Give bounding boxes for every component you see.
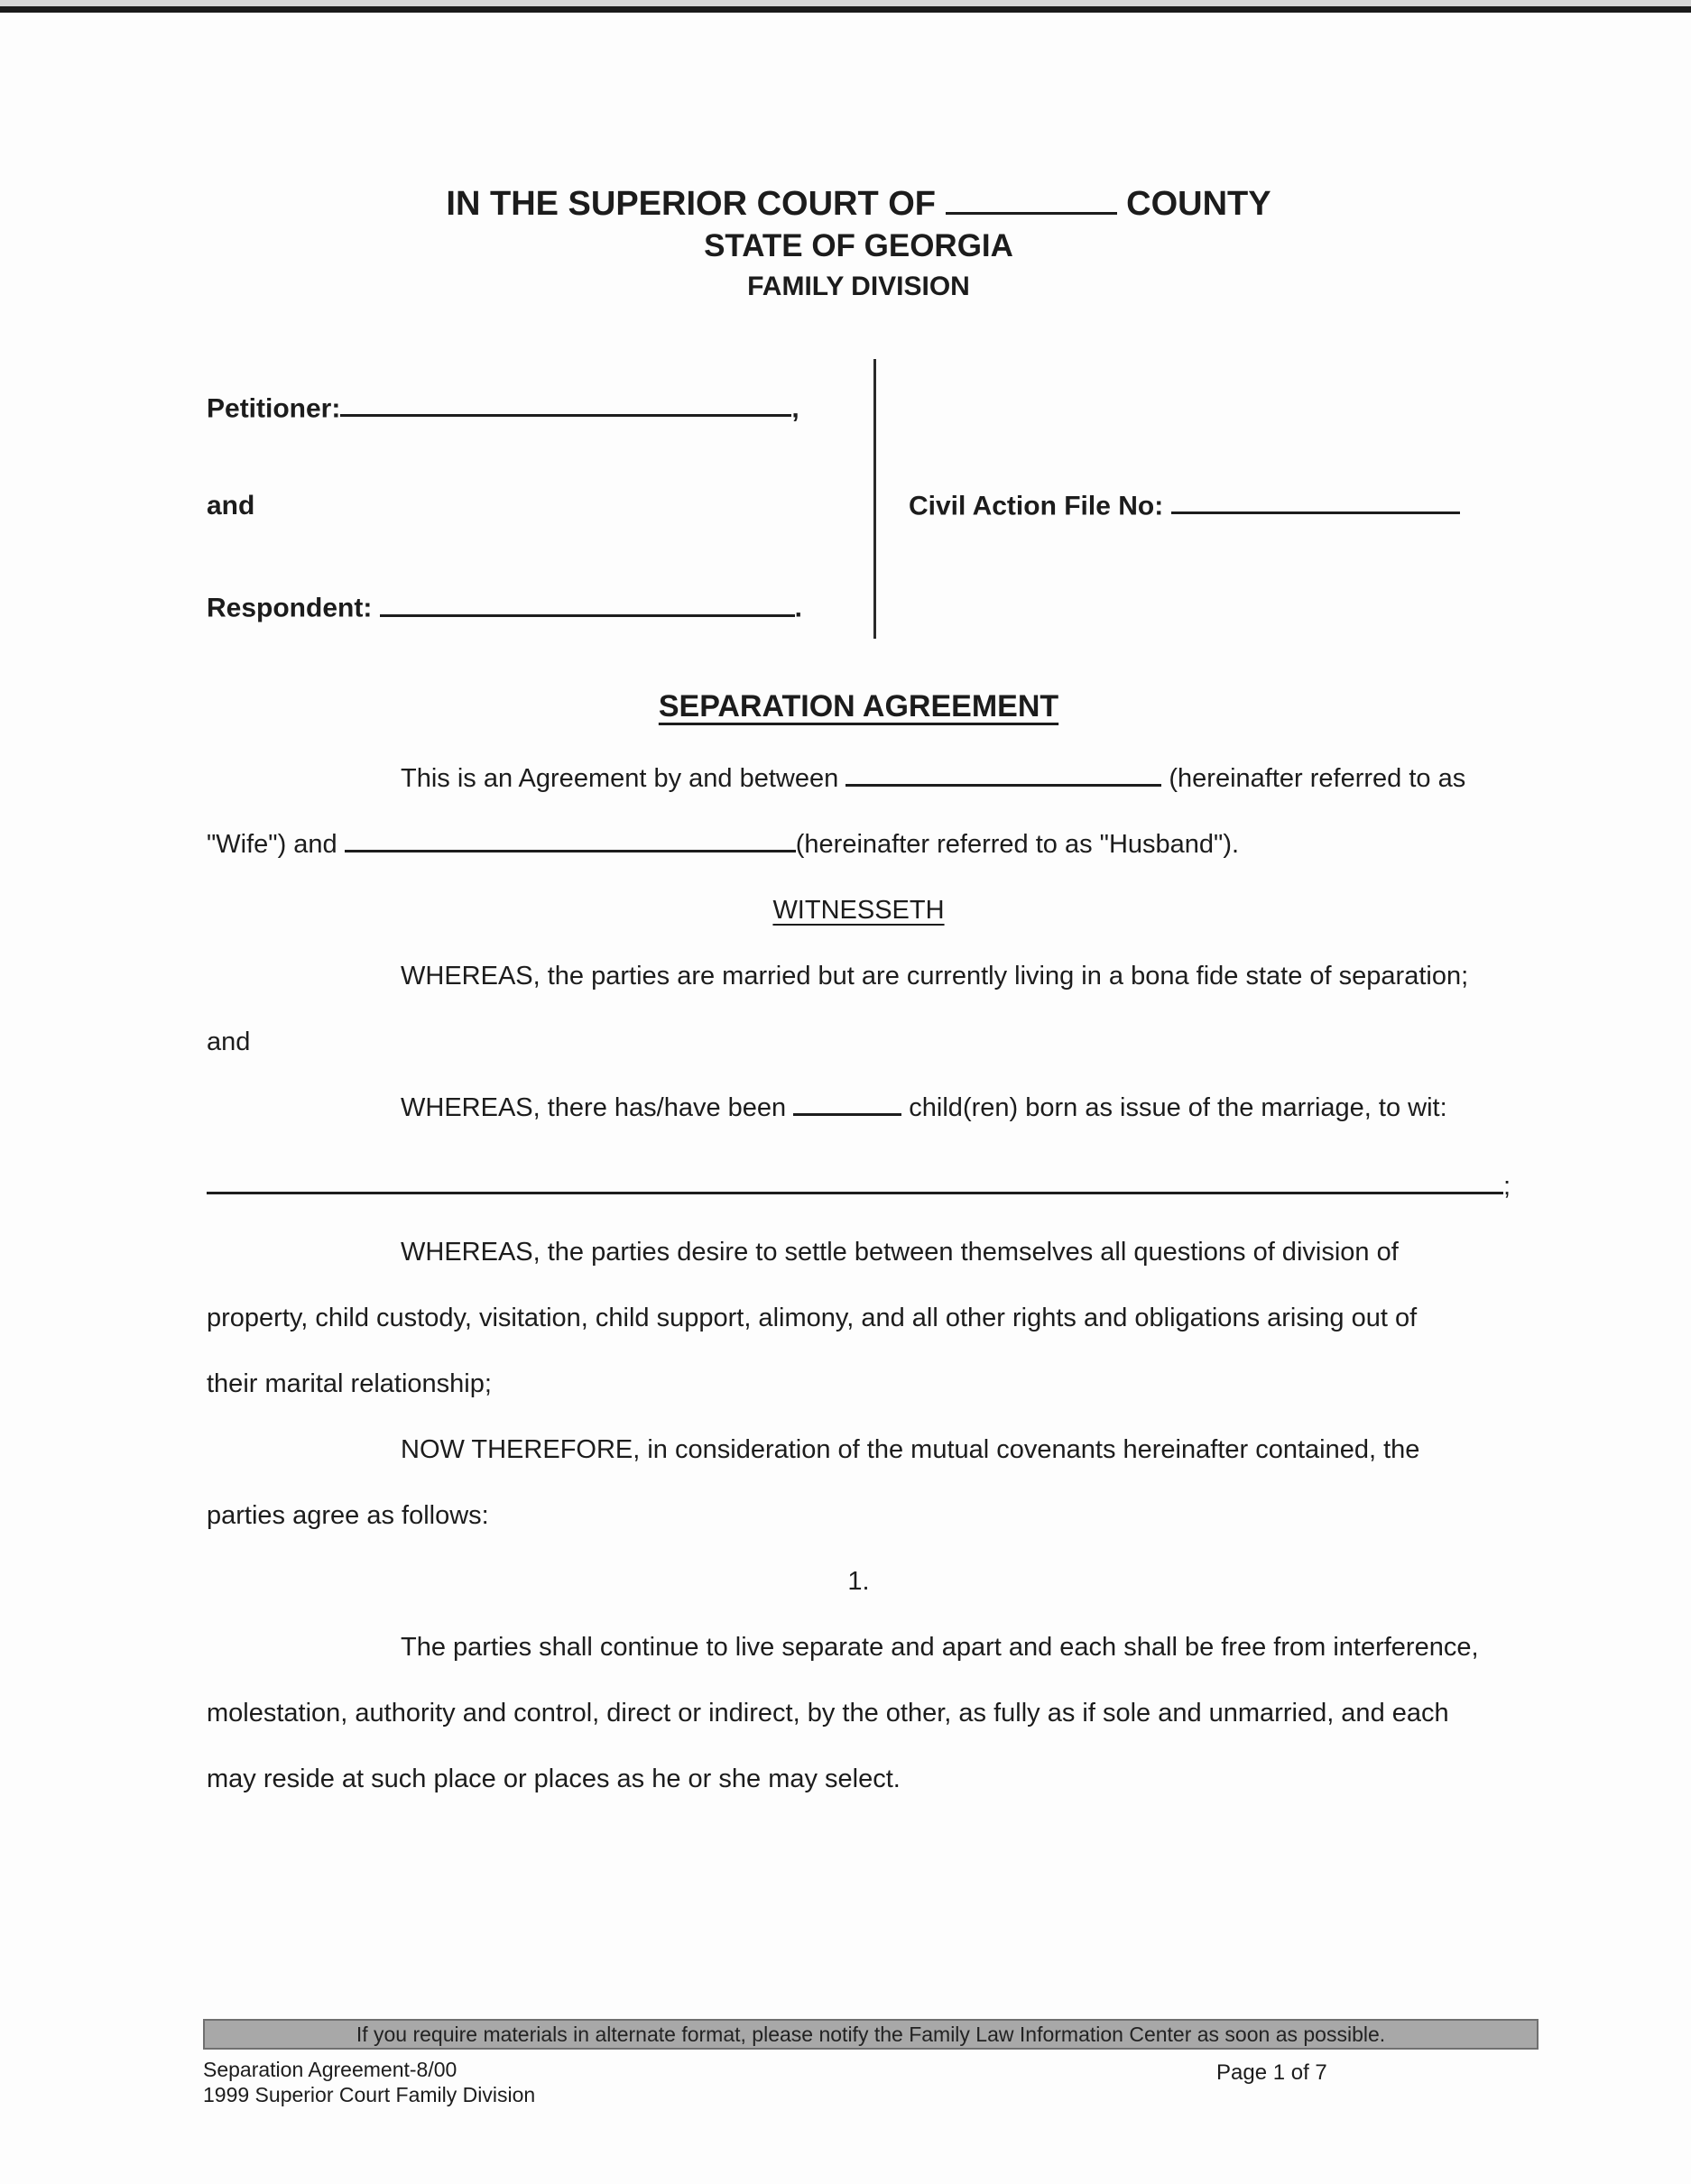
whereas2-text-a: WHEREAS, there has/have been [401,1092,787,1122]
section1-line1: The parties shall continue to live separate and apart and each shall be free from interference, [401,1632,1479,1662]
whereas2-line1 [207,1075,1511,1141]
page-footer [203,2019,1539,2107]
court-header-line1 [207,176,1511,226]
alternate-format-notice-text: If you require materials in alternate format, please notify the Family Law Information Center as soon as possible. [356,2022,1386,2046]
court-header [207,176,1511,307]
court-header-line3: FAMILY DIVISION [747,271,970,301]
footer-doc-id-line2: 1999 Superior Court Family Division [203,2083,536,2106]
footer-doc-id-line1: Separation Agreement-8/00 [203,2058,457,2081]
scan-artifact-band [0,0,1691,6]
intro-line1 [207,746,1511,812]
intro-line1-text-a: This is an Agreement by and between [401,763,839,793]
respondent-period: . [794,593,803,623]
alternate-format-notice-bar [203,2019,1539,2050]
respondent-row [207,585,873,627]
case-caption [207,386,1511,627]
section1-line2: molestation, authority and control, direct or indirect, by the other, as fully as if sole and unmarried, and each [207,1698,1449,1728]
caption-divider-line [873,359,876,639]
wife-name-blank-line [846,756,1161,786]
petitioner-row [207,386,873,428]
civil-action-blank-line [1171,484,1460,515]
page-number-indicator: Page 1 of 7 [1216,2060,1327,2085]
scan-artifact-edge [0,6,1691,13]
whereas3-line3: their marital relationship; [207,1368,492,1398]
footer-meta-row [203,2057,1539,2107]
respondent-label: Respondent: [207,593,373,623]
and-row [207,488,873,524]
whereas2-text-b: child(ren) born as issue of the marriage, to wit: [909,1092,1447,1122]
county-suffix-text: COUNTY [1126,184,1271,223]
respondent-blank-line [380,585,795,617]
husband-name-blank-line [345,822,796,852]
children-names-blank-line [207,1141,1503,1194]
section1-line3: may reside at such place or places as he or she may select. [207,1764,901,1793]
document-title-text: SEPARATION AGREEMENT [658,688,1059,723]
whereas3-line2: property, child custody, visitation, child support, alimony, and all other rights and obligations arising out of [207,1303,1418,1332]
whereas3-line1: WHEREAS, the parties desire to settle between themselves all questions of division of [401,1237,1399,1267]
civil-action-row [909,484,1460,525]
petitioner-label: Petitioner: [207,393,341,424]
whereas1-line2: and [207,1027,251,1056]
court-header-line2: STATE OF GEORGIA [704,227,1013,263]
whereas1-line1: WHEREAS, the parties are married but are currently living in a bona fide state of separation; [401,961,1469,991]
children-count-blank-line [793,1085,901,1115]
county-blank-line [946,176,1117,215]
children-names-blank-row [207,1141,1511,1220]
intro-line2-text-b: (hereinafter referred to as "Husband"). [795,829,1240,859]
section1-number: 1. [847,1566,870,1596]
therefore-line1: NOW THEREFORE, in consideration of the mutual covenants hereinafter contained, the [401,1434,1420,1464]
witnesseth-text: WITNESSETH [772,895,945,925]
page-content [0,176,1691,1812]
caption-parties [207,386,873,627]
document-title [207,687,1511,726]
and-label: and [207,491,255,521]
agreement-body [207,746,1511,1812]
petitioner-comma: , [791,393,799,424]
petitioner-blank-line [340,386,791,418]
children-names-punct: ; [1502,1171,1511,1201]
witnesseth-heading [207,878,1511,944]
intro-line1-text-b: (hereinafter referred to as [1169,763,1466,793]
intro-line2-text-a: "Wife") and [207,829,337,859]
intro-line2 [207,812,1511,878]
court-name-text: IN THE SUPERIOR COURT OF [446,184,936,223]
therefore-line2: parties agree as follows: [207,1500,489,1530]
civil-action-label: Civil Action File No: [909,491,1164,521]
